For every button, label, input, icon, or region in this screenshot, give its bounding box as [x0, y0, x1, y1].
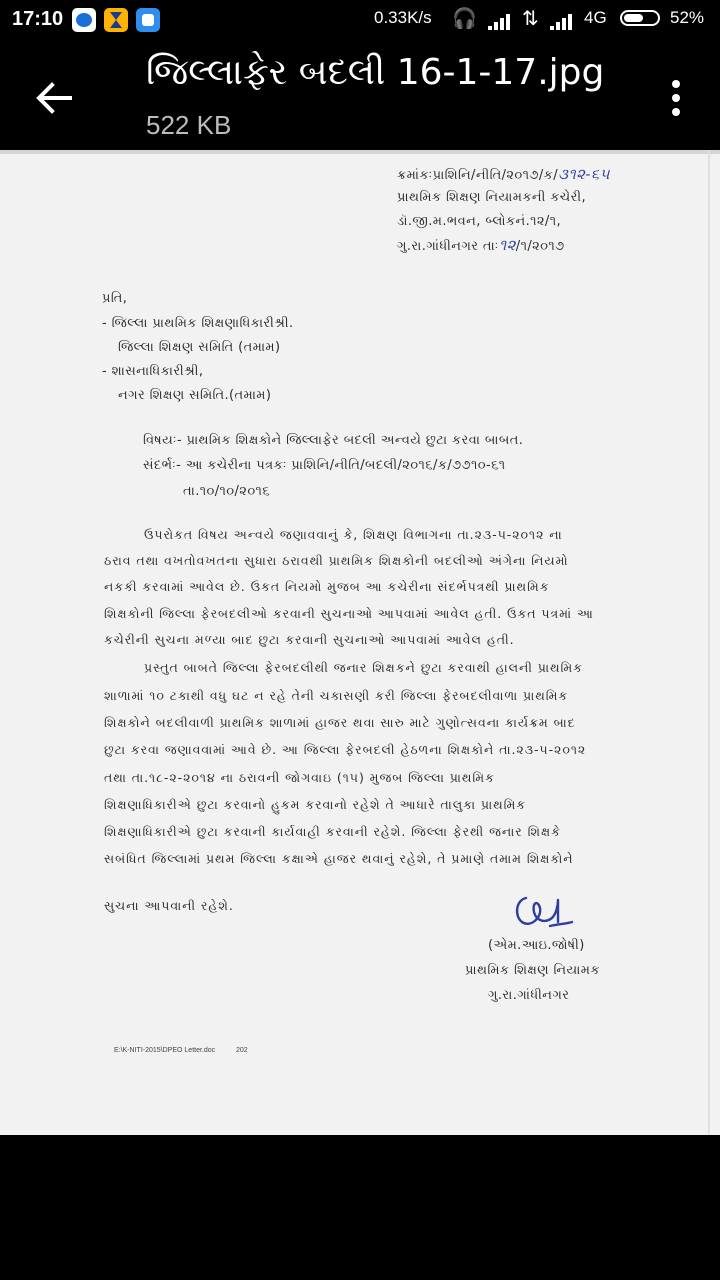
headset-icon: 🎧 — [452, 6, 477, 30]
to-label: પ્રતિ, — [102, 291, 128, 306]
data-transfer-icon: ⇅ — [522, 6, 539, 30]
battery-percent: 52% — [670, 8, 705, 27]
para2-line: શિક્ષણાધિકારીએ છુટા કરવાની કાર્યવાહી કરવાની રહેશે. જિલ્લા ફેરથી જનાર શિક્ષકે — [104, 824, 561, 839]
para1-line: ઠરાવ તથા વખતોવખતના સુધારા ઠરાવથી પ્રાથમિક શિક્ષકોની બદલીઓ અંગેના નિયમો — [104, 553, 569, 568]
signatory-title: પ્રાથમિક શિક્ષણ નિયામક — [465, 963, 600, 978]
notification-app-icon — [72, 8, 96, 32]
para2-line: શિક્ષણાધિકારીએ છુટા કરવાનો હુકમ કરવાનો રહેશે તે આધારે તાલુકા પ્રાથમિક — [104, 797, 527, 812]
viewer-background — [0, 1135, 720, 1280]
date-prefix: ગુ.રા.ગાંધીનગર તાઃ — [397, 239, 499, 254]
para1-line: નકકી કરવામાં આવેલ છે. ઉકત નિયમો મુજબ આ કચેરીના સંદર્ભપત્રથી પ્રાથમિક — [104, 579, 550, 594]
para1-line: શિક્ષકોની જિલ્લા ફેરબદલીઓ કરવાની સુચનાઓ આપવામાં આવેલ હતી. ઉકત પત્રમાં આ — [104, 606, 594, 621]
para2-line: સબંધિત જિલ્લામાં પ્રથમ જિલ્લા કક્ષાએ હાજર થવાનું રહેશે, તે પ્રમાણે તમામ શિક્ષકોને — [104, 851, 574, 866]
more-options-button[interactable] — [660, 76, 692, 120]
file-size: 522 KB — [146, 110, 232, 140]
para2-line: સુચના આપવાની રહેશે. — [104, 898, 234, 913]
battery-icon — [620, 10, 660, 26]
date-line — [397, 236, 565, 254]
reference-date: તા.૧૦/૧૦/૨૦૧૬ — [183, 484, 270, 499]
status-bar — [0, 0, 720, 40]
office-line: પ્રાથમિક શિક્ષણ નિયામકની કચેરી, — [397, 190, 586, 205]
document-image[interactable] — [0, 150, 720, 1135]
para1-line: ઉપરોકત વિષય અન્વયે જણાવવાનું કે, શિક્ષણ વિભાગના તા.૨૩-૫-૨૦૧૨ ના — [144, 527, 563, 542]
signal-icon — [488, 14, 512, 30]
para2-line: પ્રસ્તુત બાબતે જિલ્લા ફેરબદલીથી જનાર શિક્ષકને છુટા કરવાથી હાલની પ્રાથમિક — [144, 660, 583, 675]
recipient-2: - શાસનાધિકારીશ્રી, — [102, 364, 204, 379]
ref-line — [397, 165, 610, 183]
signature-image — [512, 888, 574, 938]
status-time: 17:10 — [12, 8, 64, 30]
message-app-icon — [136, 8, 160, 32]
para2-line: શિક્ષકોને બદલીવાળી પ્રાથમિક શાળામાં હાજર થવા સારુ માટે ગુણોત્સવના કાર્યક્રમ બાદ — [104, 715, 576, 730]
para2-line: છુટા કરવા જણાવવામાં આવે છે. આ જિલ્લા ફેરબદલી હેઠળના શિક્ષકોને તા.૨૩-૫-૨૦૧૨ — [104, 742, 587, 757]
signal-icon-2 — [550, 14, 574, 30]
net-speed: 0.33K/s — [374, 8, 432, 27]
back-button[interactable] — [30, 74, 78, 122]
reference-line: સંદર્ભઃ- આ કચેરીના પત્રકઃ પ્રાશિનિ/નીતિ/બદલી/૨૦૧૬/ક/૭૭૧૦-૬૧ — [143, 458, 506, 473]
network-type: 4G — [584, 8, 607, 27]
signatory-place: ગુ.રા.ગાંધીનગર — [488, 988, 570, 1003]
ref-number-handwritten: ૩૧૨-૬૫ — [557, 165, 610, 183]
para1-line: કચેરીની સુચના મળ્યા બાદ છુટા કરવાની સુચનાઓ આપવામાં આવેલ હતી. — [104, 632, 515, 647]
signatory-name: (એમ.આઇ.જોષી) — [488, 938, 585, 953]
hourglass-app-icon — [104, 8, 128, 32]
file-name: જિલ્લાફેર બદલી 16-1-17.jpg — [146, 52, 605, 93]
recipient-1: - જિલ્લા પ્રાથમિક શિક્ષણાધિકારીશ્રી. — [102, 316, 294, 331]
arrow-left-icon — [30, 74, 78, 122]
address-line: ડૉ.જી.મ.ભવન, બ્લોકનં.૧૨/૧, — [397, 214, 561, 229]
recipient-2-committee: નગર શિક્ષણ સમિતિ.(તમામ) — [118, 388, 272, 403]
date-suffix: /૧/૨૦૧૭ — [515, 239, 565, 254]
recipient-1-committee: જિલ્લા શિક્ષણ સમિતિ (તમામ) — [118, 340, 281, 355]
date-handwritten: ૧૨ — [498, 236, 516, 254]
para2-line: શાળામાં ૧૦ ટકાથી વધુ ઘટ ન રહે તેની ચકાસણી કરી જિલ્લા ફેરબદલીવાળા પ્રાથમિક — [104, 688, 569, 703]
ref-line-prefix: ક્રમાંકઃપ્રાશિનિ/નીતિ/૨૦૧૭/ક/ — [397, 168, 558, 183]
subject-line: વિષયઃ- પ્રાથમિક શિક્ષકોને જિલ્લાફેર બદલી અન્વયે છુટા કરવા બાબત. — [143, 433, 524, 448]
footer-number: 202 — [236, 1047, 248, 1054]
app-bar — [0, 40, 720, 148]
para2-line: તથા તા.૧૮-૨-૨૦૧૪ ના ઠરાવની જોગવાઇ (૧૫) મુજબ જિલ્લા પ્રાથમિક — [104, 770, 495, 785]
footer-file-path: E:\K-NITI-2015\DPEO Letter.doc — [114, 1047, 216, 1054]
